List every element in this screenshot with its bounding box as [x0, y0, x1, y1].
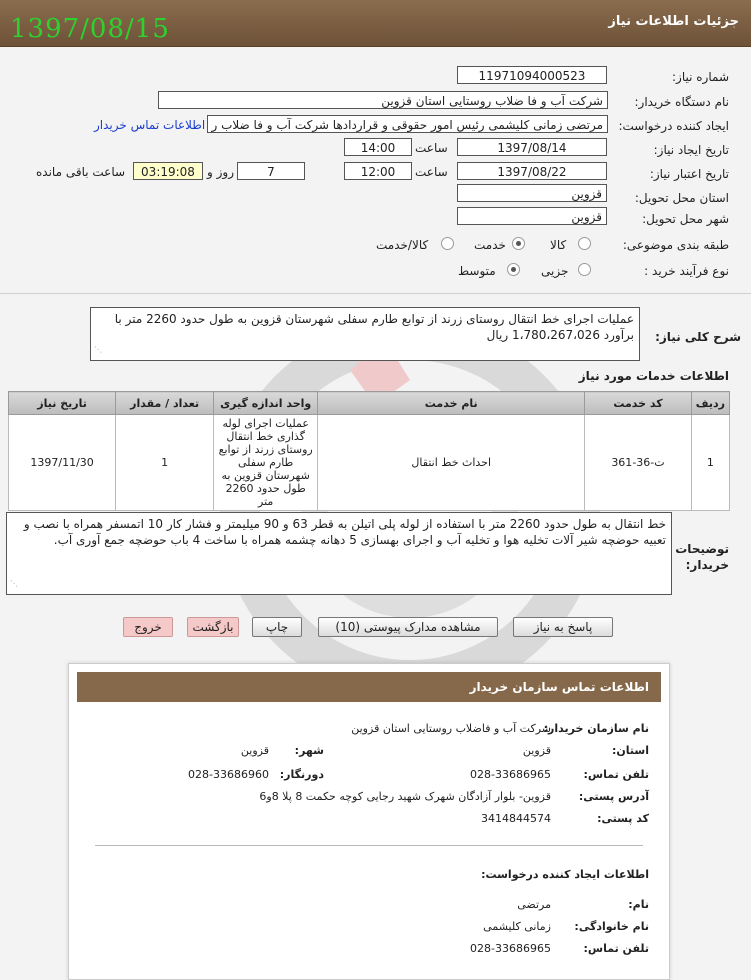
name-value: مرتضی — [517, 898, 551, 911]
deadline-date-field[interactable]: 1397/08/22 — [457, 162, 607, 180]
buyer-contact-link[interactable]: اطلاعات تماس خریدار — [94, 118, 206, 132]
process-radio-minor[interactable] — [578, 263, 591, 276]
days-field[interactable]: 7 — [237, 162, 305, 180]
city-field[interactable]: قزوین — [457, 207, 607, 225]
cell-unit: عملیات اجرای لوله گذاری خط انتقال روستای زرند از توابع طارم سفلی شهرستان قزوین به طول حدود 2260 متر — [214, 415, 318, 511]
creator-phone-value: 028-33686965 — [470, 942, 551, 955]
description-label: شرح کلی نیاز: — [655, 330, 741, 344]
city-label: شهر محل تحویل: — [642, 212, 729, 226]
col-name: نام خدمت — [318, 392, 585, 415]
col-index: ردیف — [691, 392, 729, 415]
card-divider — [95, 845, 643, 846]
cell-date: 1397/11/30 — [9, 415, 116, 511]
category-radio-goods[interactable] — [578, 237, 591, 250]
deadline-label: تاریخ اعتبار نیاز: — [649, 167, 729, 181]
header-date: 1397/08/15 — [10, 14, 170, 44]
postal-value: 3414844574 — [481, 812, 551, 825]
category-label: طبقه بندی موضوعی: — [622, 238, 729, 252]
resize-grip-icon[interactable]: ⋰ — [94, 345, 102, 354]
page-title: جزئیات اطلاعات نیاز — [608, 14, 739, 29]
category-option-service: خدمت — [474, 238, 506, 252]
remaining-time-field: 03:19:08 — [133, 162, 203, 180]
created-time-label: ساعت — [415, 141, 448, 155]
province-field[interactable]: قزوین — [457, 184, 607, 202]
exit-button[interactable]: خروج — [123, 617, 173, 637]
col-unit: واحد اندازه گیری — [214, 392, 318, 415]
buyer-org-label: نام دستگاه خریدار: — [634, 95, 729, 109]
province-value-card: قزوین — [522, 744, 551, 757]
category-option-both: کالا/خدمت — [376, 238, 429, 252]
family-value: زمانی کلیشمی — [483, 920, 551, 933]
attachments-button[interactable]: مشاهده مدارک پیوستی (10) — [318, 617, 498, 637]
org-value: شرکت آب و فاضلاب روستایی استان قزوین — [351, 722, 551, 735]
services-table — [8, 391, 730, 511]
table-row — [9, 415, 730, 511]
contact-card — [68, 663, 670, 980]
phone-value: 028-33686965 — [470, 768, 551, 781]
phone-label: تلفن تماس: — [583, 768, 649, 781]
print-button[interactable]: چاپ — [252, 617, 302, 637]
col-code: کد خدمت — [585, 392, 692, 415]
created-date-label: تاریخ ایجاد نیاز: — [653, 143, 729, 157]
name-label: نام: — [628, 898, 649, 911]
deadline-time-field[interactable]: 12:00 — [344, 162, 412, 180]
back-button[interactable]: بازگشت — [187, 617, 239, 637]
buyer-org-field[interactable]: شرکت آب و فا ضلاب روستایی استان قزوین — [158, 91, 608, 109]
creator-field[interactable]: مرتضی زمانی کلیشمی رئیس امور حقوقی و قراردادها شرکت آب و فا ضلاب ر — [207, 115, 608, 133]
resize-grip-icon[interactable]: ⋰ — [10, 579, 18, 588]
process-radio-medium[interactable] — [507, 263, 520, 276]
process-option-minor: جزیی — [541, 264, 569, 278]
remaining-label: ساعت باقی مانده — [36, 165, 126, 179]
fax-label: دورنگار: — [279, 768, 324, 781]
col-qty: تعداد / مقدار — [116, 392, 214, 415]
city-label-card: شهر: — [294, 744, 324, 757]
category-radio-service[interactable] — [512, 237, 525, 250]
description-text: عملیات اجرای خط انتقال روستای زرند از توابع طارم سفلی شهرستان قزوین به طول حدود 2260 متر با برآورد 1،780،267،026 ریال — [114, 312, 634, 342]
province-label-card: استان: — [612, 744, 649, 757]
need-number-label: شماره نیاز: — [672, 70, 729, 84]
address-value: قزوین- بلوار آزادگان شهرک شهید رجایی کوچه حکمت 8 پلا 8و6 — [259, 790, 551, 803]
buyer-notes-text: خط انتقال به طول حدود 2260 متر با استفاده از لوله پلی اتیلن به قطر 63 و 90 میلیمتر و فشار کار 10 اتمسفر همراه با نصب و تعبیه حوضچه شیر آلات تخلیه هوا و تخلیه آب و اجرای بهسازی 5 دهانه چشمه همراه با ساخت 4 باب حوضچه جمع آوری آب. — [23, 517, 666, 547]
cell-code: ت-36-361 — [585, 415, 692, 511]
description-textarea[interactable] — [90, 307, 640, 361]
days-label: روز و — [207, 165, 234, 179]
contact-card-header — [77, 672, 661, 702]
creator-phone-label: تلفن تماس: — [583, 942, 649, 955]
created-time-field[interactable]: 14:00 — [344, 138, 412, 156]
deadline-time-label: ساعت — [415, 165, 448, 179]
province-label: استان محل تحویل: — [634, 191, 729, 205]
buyer-notes-label: توضیحات خریدار: — [675, 542, 729, 572]
page-header — [0, 0, 751, 47]
city-value-card: قزوین — [240, 744, 269, 757]
creator-label: ایجاد کننده درخواست: — [618, 119, 729, 133]
process-option-medium: متوسط — [458, 264, 496, 278]
postal-label: کد پستی: — [597, 812, 649, 825]
cell-index: 1 — [691, 415, 729, 511]
buyer-notes-textarea[interactable] — [6, 512, 672, 595]
col-date: تاریخ نیاز — [9, 392, 116, 415]
created-date-field[interactable]: 1397/08/14 — [457, 138, 607, 156]
cell-qty: 1 — [116, 415, 214, 511]
family-label: نام خانوادگی: — [574, 920, 649, 933]
services-title: اطلاعات خدمات مورد نیاز — [578, 369, 729, 383]
category-radio-both[interactable] — [441, 237, 454, 250]
reply-button[interactable]: پاسخ به نیاز — [513, 617, 613, 637]
need-number-field[interactable]: 11971094000523 — [457, 66, 607, 84]
org-label: نام سازمان خریدار: — [543, 722, 649, 735]
creator-section-title: اطلاعات ایجاد کننده درخواست: — [481, 868, 649, 881]
contact-card-title: اطلاعات تماس سازمان خریدار — [469, 680, 649, 694]
address-label: آدرس پستی: — [578, 790, 649, 803]
fax-value: 028-33686960 — [188, 768, 269, 781]
category-option-goods: کالا — [550, 238, 567, 252]
divider — [0, 293, 751, 294]
process-label: نوع فرآیند خرید : — [644, 264, 729, 278]
cell-name: احداث خط انتقال — [318, 415, 585, 511]
